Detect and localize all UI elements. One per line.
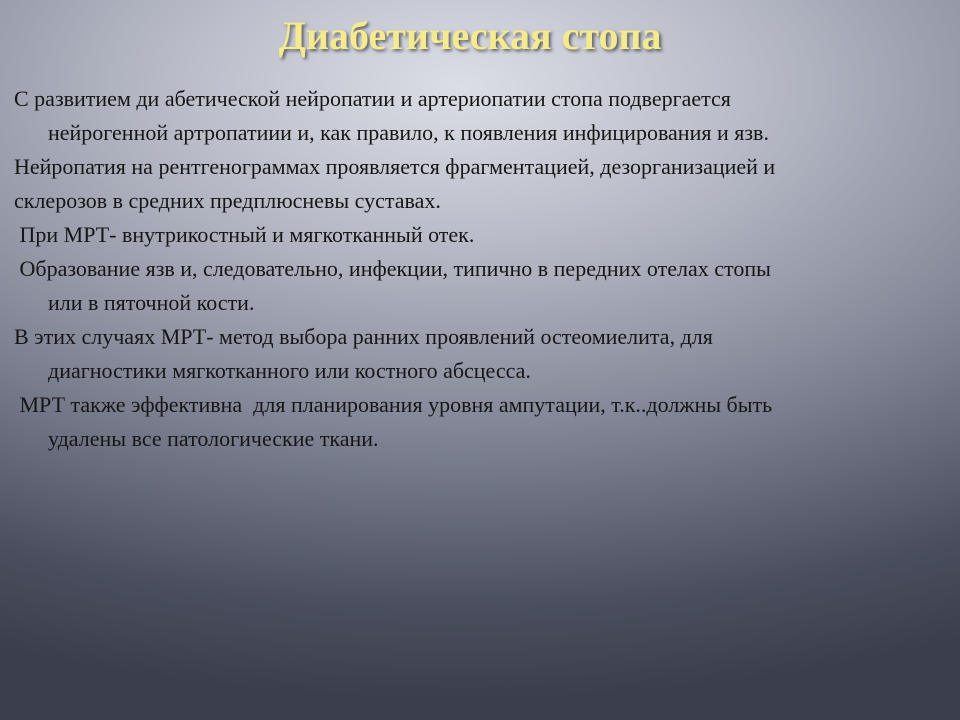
paragraph-line: нейрогенной артропатиии и, как правило, к появления инфицирования и язв. [48, 120, 769, 145]
paragraph-line: Образование язв и, следовательно, инфекции, типично в передних отелах стопы [14, 256, 771, 281]
paragraph-line: или в пяточной кости. [48, 290, 255, 315]
paragraph-1 [14, 82, 944, 150]
paragraph-line: склерозов в средних предплюсневы суставах. [14, 188, 441, 213]
slide-title: Диабетическая стопа [278, 13, 662, 58]
paragraph-line: Нейропатия на рентгенограммах проявляется фрагментацией, дезорганизацией и [14, 154, 776, 179]
paragraph-3 [14, 218, 944, 252]
paragraph-line: В этих случаях МРТ- метод выбора ранних проявлений остеомиелита, для [14, 324, 713, 349]
paragraph-line: удалены все патологические ткани. [48, 426, 379, 451]
paragraph-line: МРТ также эффективна для планирования уровня ампутации, т.к..должны быть [14, 392, 773, 417]
paragraph-5 [14, 320, 944, 388]
paragraph-line: диагностики мягкотканного или костного абсцесса. [48, 358, 531, 383]
paragraph-line: При МРТ- внутрикостный и мягкотканный отек. [14, 222, 475, 247]
slide-body [14, 82, 944, 456]
paragraph-6 [14, 388, 944, 456]
paragraph-2 [14, 150, 944, 218]
paragraph-line: С развитием ди абетической нейропатии и артериопатии стопа подвергается [14, 86, 731, 111]
paragraph-4 [14, 252, 944, 320]
